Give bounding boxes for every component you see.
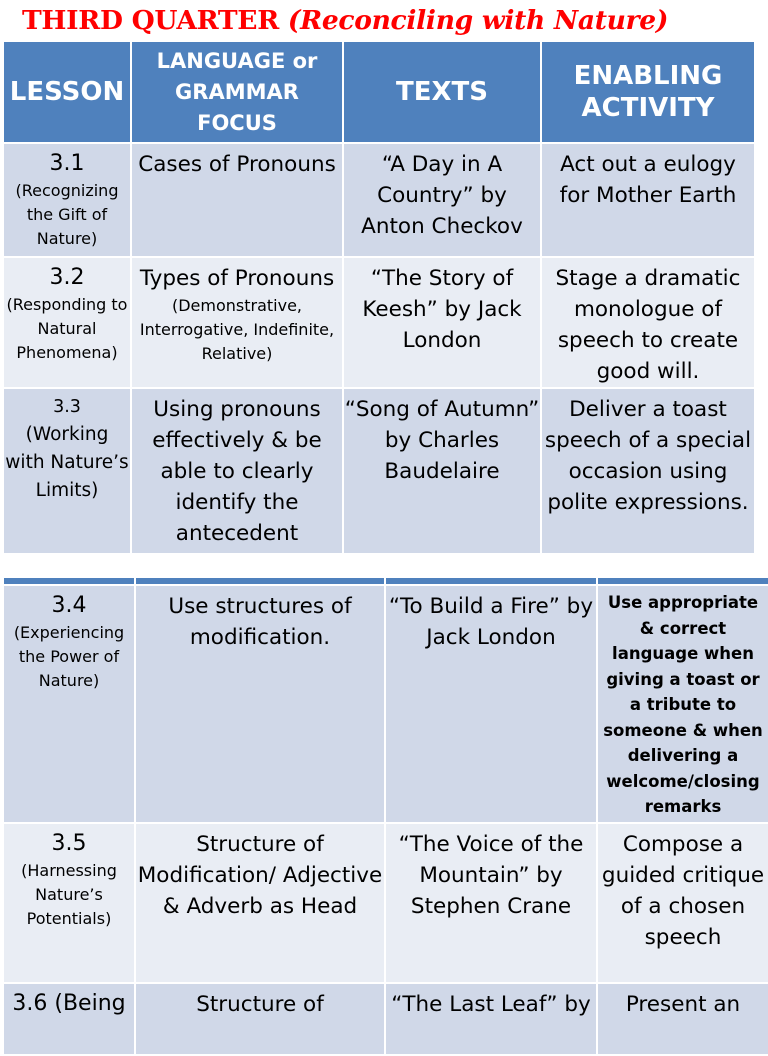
lesson-table-top bbox=[2, 40, 756, 555]
language-cell bbox=[135, 823, 385, 983]
header-activity: ENABLING ACTIVITY bbox=[541, 41, 755, 143]
text-cell bbox=[385, 983, 597, 1055]
lesson-number: 3.2 bbox=[49, 265, 85, 290]
activity-cell bbox=[597, 823, 768, 983]
lesson-title: (Responding to Natural Phenomena) bbox=[6, 295, 128, 362]
enabling-activity: Stage a dramatic monologue of speech to create good will. bbox=[555, 266, 741, 384]
header-language: LANGUAGE or GRAMMAR FOCUS bbox=[131, 41, 343, 143]
text-title: “A Day in A Country” by Anton Checkov bbox=[361, 152, 523, 239]
title-subtitle: (Reconciling with Nature) bbox=[287, 5, 669, 36]
language-cell bbox=[131, 257, 343, 388]
enabling-activity: Use appropriate & correct language when giving a toast or a tribute to someone & when delivering a welcome/closing remarks bbox=[603, 593, 763, 816]
lesson-cell bbox=[3, 143, 131, 257]
lesson-number: 3.4 bbox=[51, 593, 87, 618]
language-focus: Structure of Modification/ Adjective & Adverb as Head bbox=[137, 832, 383, 919]
language-focus: Using pronouns effectively & be able to clearly identify the antecedent bbox=[152, 397, 322, 546]
page-title bbox=[22, 2, 668, 40]
lesson-number: 3.1 bbox=[49, 151, 85, 176]
table-row bbox=[3, 585, 768, 823]
activity-cell bbox=[541, 388, 755, 554]
text-title: “The Story of Keesh” by Jack London bbox=[362, 266, 522, 353]
enabling-activity: Act out a eulogy for Mother Earth bbox=[559, 152, 737, 208]
enabling-activity: Deliver a toast speech of a special occasion using polite expressions. bbox=[544, 397, 752, 515]
text-cell bbox=[385, 823, 597, 983]
table-row bbox=[3, 823, 768, 983]
enabling-activity: Compose a guided critique of a chosen speech bbox=[601, 832, 765, 950]
language-cell bbox=[131, 388, 343, 554]
lesson-title: (Experiencing the Power of Nature) bbox=[13, 623, 125, 690]
language-detail: (Demonstrative, Interrogative, Indefinite, Relative) bbox=[139, 296, 335, 363]
language-cell bbox=[135, 585, 385, 823]
header-lesson: LESSON bbox=[3, 41, 131, 143]
lesson-title: (Harnessing Nature’s Potentials) bbox=[21, 861, 117, 928]
table-row bbox=[3, 388, 755, 554]
table-header-strip bbox=[3, 577, 768, 585]
language-focus: Types of Pronouns bbox=[139, 266, 335, 291]
text-cell bbox=[343, 143, 541, 257]
lesson-cell bbox=[3, 257, 131, 388]
table-row bbox=[3, 983, 768, 1055]
activity-cell bbox=[541, 143, 755, 257]
text-title: “To Build a Fire” by Jack London bbox=[388, 594, 594, 650]
text-title: “Song of Autumn” by Charles Baudelaire bbox=[344, 397, 540, 484]
lesson-table-bottom bbox=[2, 576, 768, 1056]
lesson-number: 3.3 bbox=[53, 397, 81, 417]
language-cell bbox=[135, 983, 385, 1055]
lesson-cell bbox=[3, 823, 135, 983]
table-row bbox=[3, 143, 755, 257]
activity-cell bbox=[541, 257, 755, 388]
header-texts: TEXTS bbox=[343, 41, 541, 143]
language-focus: Structure of bbox=[196, 992, 324, 1017]
lesson-cell bbox=[3, 585, 135, 823]
lesson-cell bbox=[3, 388, 131, 554]
lesson-number: 3.5 bbox=[51, 831, 87, 856]
lesson-title: (Recognizing the Gift of Nature) bbox=[15, 181, 119, 248]
lesson-cell bbox=[3, 983, 135, 1055]
enabling-activity: Present an bbox=[625, 992, 741, 1017]
title-main: THIRD QUARTER bbox=[22, 5, 279, 36]
activity-cell bbox=[597, 585, 768, 823]
language-cell bbox=[131, 143, 343, 257]
text-cell bbox=[343, 388, 541, 554]
text-cell bbox=[385, 585, 597, 823]
text-title: “The Voice of the Mountain” by Stephen Crane bbox=[398, 832, 584, 919]
lesson-title: (Working with Nature’s Limits) bbox=[5, 424, 129, 501]
table-row bbox=[3, 257, 755, 388]
activity-cell bbox=[597, 983, 768, 1055]
language-focus: Use structures of modification. bbox=[168, 594, 352, 650]
text-title: “The Last Leaf” by bbox=[391, 992, 591, 1017]
table-header-row bbox=[3, 41, 755, 143]
lesson-number: 3.6 (Being bbox=[12, 991, 126, 1016]
text-cell bbox=[343, 257, 541, 388]
language-focus: Cases of Pronouns bbox=[138, 152, 336, 177]
